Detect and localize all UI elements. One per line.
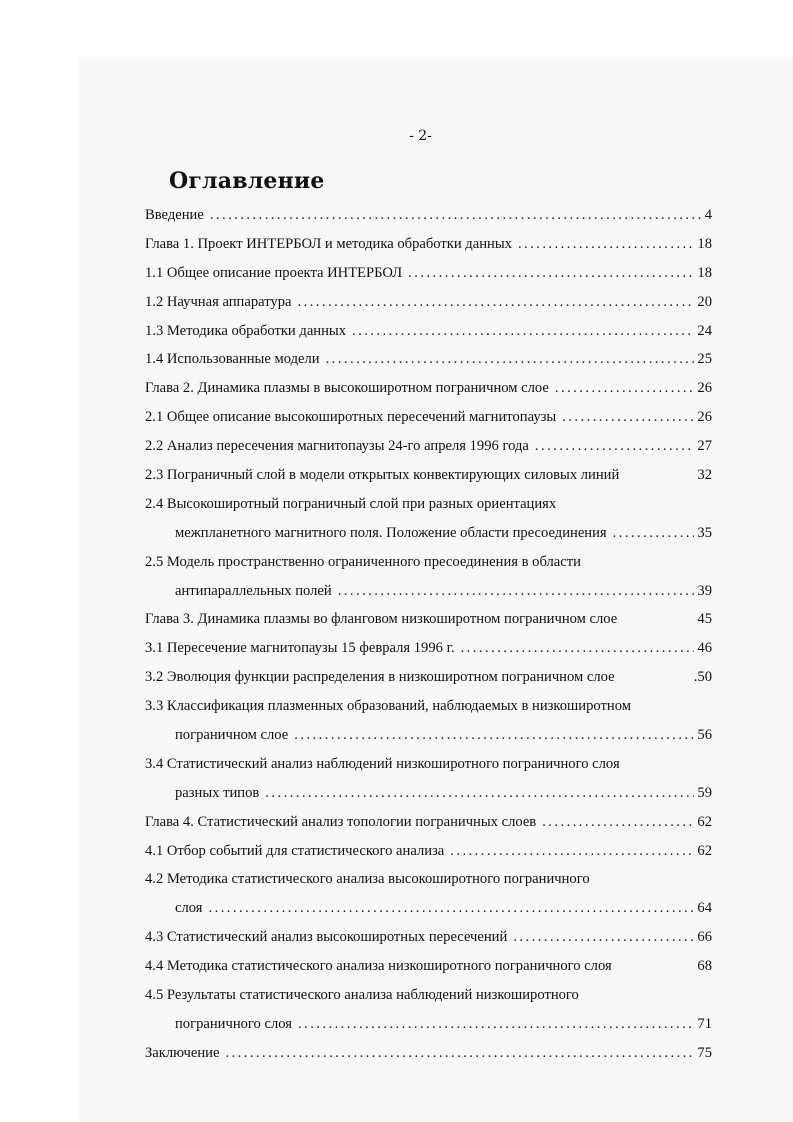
toc-entry-label: 2.5 Модель пространственно ограниченного пресоединения в области <box>145 553 581 570</box>
toc-entry-label: 1.1 Общее описание проекта ИНТЕРБОЛ <box>145 264 403 281</box>
toc-entry-label: 4.1 Отбор событий для статистического анализа <box>145 842 445 859</box>
toc-entry-page: 45 <box>697 611 712 628</box>
toc-entry <box>145 259 712 288</box>
toc-entry <box>145 779 712 808</box>
toc-entry <box>145 288 712 317</box>
toc-entry <box>145 230 712 259</box>
toc-entry-page: 18 <box>697 235 712 252</box>
toc-entry <box>145 837 712 866</box>
toc-entry <box>145 519 712 548</box>
toc-entry-page: 59 <box>697 784 712 801</box>
toc-entry-label: 3.1 Пересечение магнитопаузы 15 февраля 1996 г. <box>145 640 455 657</box>
toc-dot-leader <box>210 201 702 230</box>
toc-entry <box>145 923 712 952</box>
toc-entry-page: 62 <box>697 842 712 859</box>
toc-entry-page: .50 <box>693 669 712 686</box>
toc-dot-leader <box>326 345 695 374</box>
toc-entry-page: 64 <box>697 900 712 917</box>
toc-entry-page: 75 <box>697 1044 712 1061</box>
toc-dot-leader <box>518 230 694 259</box>
toc-entry <box>145 721 712 750</box>
toc-entry <box>145 1039 712 1068</box>
toc-entry-label: 3.3 Классификация плазменных образований, наблюдаемых в низкоширотном <box>145 698 631 715</box>
toc-dot-leader <box>338 577 695 606</box>
toc-entry <box>145 808 712 837</box>
toc-entry-page: 18 <box>697 264 712 281</box>
toc-entry-label: 4.4 Методика статистического анализа низкоширотного пограничного слоя <box>145 958 612 975</box>
toc-entry-page: 56 <box>697 727 712 744</box>
toc-entry <box>145 952 712 981</box>
toc-entry-label: 1.4 Использованные модели <box>145 351 320 368</box>
toc-entry-label: 1.3 Методика обработки данных <box>145 322 347 339</box>
toc-entry-label: 2.2 Анализ пересечения магнитопаузы 24-го апреля 1996 года <box>145 438 529 455</box>
toc-entry-label: слоя <box>175 900 203 917</box>
toc-dot-leader <box>513 923 694 952</box>
toc-entry <box>145 577 712 606</box>
toc-entry-label: 4.5 Результаты статистического анализа наблюдений низкоширотного <box>145 987 579 1004</box>
toc-entry <box>145 1010 712 1039</box>
toc-entry-label: Глава 1. Проект ИНТЕРБОЛ и методика обработки данных <box>145 235 512 252</box>
toc-entry-page: 66 <box>697 929 712 946</box>
toc-entry <box>145 403 712 432</box>
toc-dot-leader <box>265 779 694 808</box>
toc-entry <box>145 374 712 403</box>
toc-entry <box>145 201 712 230</box>
toc-entry <box>145 317 712 346</box>
toc-dot-leader <box>461 634 695 663</box>
toc-entry <box>145 461 712 490</box>
toc-entry-page: 68 <box>697 958 712 975</box>
toc-entry-page: 20 <box>697 293 712 310</box>
toc-entry <box>145 894 712 923</box>
toc-entry <box>145 605 712 634</box>
toc-entry-page: 26 <box>697 409 712 426</box>
toc-dot-leader <box>408 259 694 288</box>
toc-entry <box>145 981 712 1010</box>
toc-dot-leader <box>298 288 695 317</box>
toc-entry-label: Глава 2. Динамика плазмы в высокоширотном пограничном слое <box>145 380 549 397</box>
toc-entry <box>145 865 712 894</box>
toc-entry-label: 1.2 Научная аппаратура <box>145 293 292 310</box>
toc-dot-leader <box>562 403 694 432</box>
page-number: - 2- <box>409 128 432 144</box>
toc-entry-label: 2.3 Пограничный слой в модели открытых конвектирующих силовых линий <box>145 467 620 484</box>
toc-entry <box>145 490 712 519</box>
toc-entry-label: межпланетного магнитного поля. Положение области пресоединения <box>175 524 607 541</box>
toc-entry-page: 35 <box>697 524 712 541</box>
toc-dot-leader <box>225 1039 694 1068</box>
toc-entry <box>145 548 712 577</box>
toc-dot-leader <box>352 317 694 346</box>
toc-entry-label: 3.4 Статистический анализ наблюдений низкоширотного пограничного слоя <box>145 755 620 772</box>
toc-dot-leader <box>555 374 695 403</box>
toc-entry-page: 4 <box>704 207 712 223</box>
toc-entry <box>145 663 712 692</box>
toc-entry-page: 25 <box>697 351 712 368</box>
toc-entry-label: Введение <box>145 207 204 223</box>
toc-entry-page: 32 <box>697 467 712 484</box>
toc-entry-page: 71 <box>697 1015 712 1032</box>
toc-entry-label: антипараллельных полей <box>175 582 332 599</box>
toc-dot-leader <box>613 519 695 548</box>
toc-entry-label: Заключение <box>145 1044 220 1061</box>
toc-entry <box>145 750 712 779</box>
toc-entry-page: 26 <box>697 380 712 397</box>
toc-entry <box>145 345 712 374</box>
toc-entry <box>145 634 712 663</box>
toc-entry-label: 2.1 Общее описание высокоширотных пересечений магнитопаузы <box>145 409 557 426</box>
toc-entry-label: Глава 4. Статистический анализ топологии пограничных слоев <box>145 813 537 830</box>
toc-entry-page: 24 <box>697 322 712 339</box>
toc-entry-label: 2.4 Высокоширотный пограничный слой при разных ориентациях <box>145 495 557 512</box>
toc-entry-label: пограничном слое <box>175 727 289 744</box>
toc-dot-leader <box>535 432 695 461</box>
toc-entry-label: Глава 3. Динамика плазмы во фланговом низкоширотном пограничном слое <box>145 611 618 628</box>
toc-entry-label: разных типов <box>175 784 260 801</box>
toc-entry <box>145 692 712 721</box>
toc-dot-leader <box>294 721 694 750</box>
toc-entry-page: 46 <box>697 640 712 657</box>
toc-title: Оглавление <box>169 168 325 194</box>
toc-entry-page: 27 <box>697 438 712 455</box>
toc-dot-leader <box>542 808 694 837</box>
toc-entry-page: 39 <box>697 582 712 599</box>
table-of-contents <box>145 201 712 1068</box>
toc-entry <box>145 432 712 461</box>
toc-entry-label: 4.3 Статистический анализ высокоширотных пересечений <box>145 929 508 946</box>
toc-entry-label: пограничного слоя <box>175 1015 292 1032</box>
toc-entry-label: 4.2 Методика статистического анализа высокоширотного пограничного <box>145 871 590 888</box>
toc-dot-leader <box>298 1010 694 1039</box>
toc-entry-page: 62 <box>697 813 712 830</box>
toc-dot-leader <box>450 837 694 866</box>
toc-entry-label: 3.2 Эволюция функции распределения в низкоширотном пограничном слое <box>145 669 615 686</box>
toc-dot-leader <box>209 894 695 923</box>
